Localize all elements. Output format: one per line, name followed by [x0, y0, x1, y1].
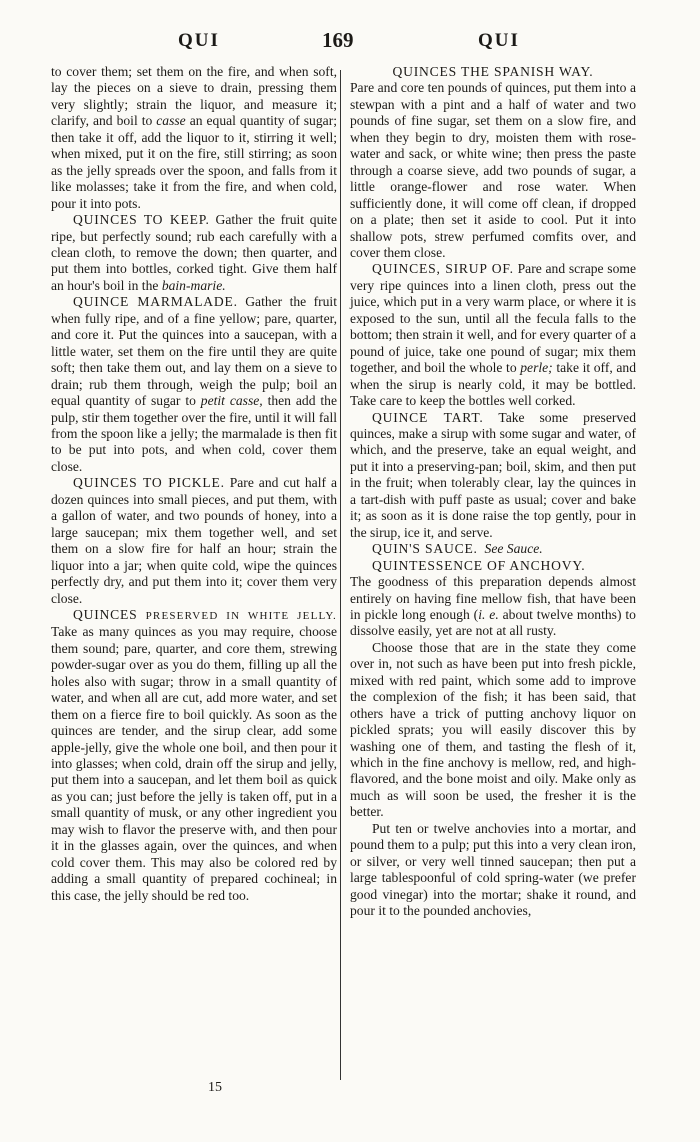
- entry-body: Take as many quinces as you may require, choose them sound; pare, quarter, and core them, strewing powder-sugar over as you do them, filling up all the holes also with sugar; throw in a small quantity of water, and when all are cut, add more water, and set them on a fierce fire to boil quickly. As soon as the quinces are tender, and the sirup clear, add some apple-jelly, give the whole one boil, and then pour it into glasses; when cold, drain off the sirup and jelly, put them into a saucepan, and let them boil as quick as you can; just before the jelly is taken off, put in a small quantity of musk, or any other ingredient you may wish to flavor the preserve with, and then pour it in the glasses again, over the quinces, and when cold cover them. This may also be colored red by adding a small quantity of prepared cochineal; in this case, the jelly should be red too.: [51, 624, 337, 903]
- entry-quince-marmalade: [51, 294, 337, 475]
- entry-body: Gather the fruit quite ripe, but perfectly sound; rub each carefully with a clean cloth, to remove the down; then quarter, and put them into bottles, corked tight. Give them half an hour's boil in the: [51, 212, 337, 293]
- entry-heading: QUINCE TART.: [372, 409, 484, 425]
- entry-heading: QUINTESSENCE OF ANCHOVY.: [372, 557, 586, 573]
- entry-body: Gather the fruit when fully ripe, and of a fine yellow; pare, quarter, and core it. Put the quinces into a saucepan, with a little water, set them on the fire until they are quite soft; then take them out, and lay them on a sieve to drain; rub them through, weigh the pulp; boil an equal quantity of sugar to: [51, 294, 337, 409]
- entry-heading: QUINCES, SIRUP OF.: [372, 261, 514, 277]
- entry-heading: QUINCES TO KEEP.: [73, 212, 210, 228]
- continued-text-end: an equal quantity of sugar; then take it off, add the liquor to it, stirring it well; when mixed, put it on the fire, still stirring; as soon as the jelly spreads over the spoon, and falls from it like molasses; take it from the fire, and when cold, pour it into pots.: [51, 113, 337, 211]
- anchovy-paragraph-3: Put ten or twelve anchovies into a mortar, and pound them to a pulp; put this into a very clean iron, or silver, or very well tinned saucepan; then put a large tablespoonful of cold spring-water (we prefer good vinegar) into the mortar; shake it round, and pour it to the pounded anchovies,: [350, 820, 636, 919]
- entry-body-end: take it off, and when the sirup is nearly cold, it may be bottled. Take care to keep the bottles well corked.: [350, 360, 636, 409]
- column-rule: [340, 70, 341, 1080]
- entry-quince-tart: [350, 410, 636, 542]
- entry-heading: QUIN'S SAUCE.: [372, 541, 478, 557]
- anchovy-paragraph-2: Choose those that are in the state they come over in, not such as have been put into fresh pickle, mixed with red paint, which some add to improve the complexion of the fish; it has been said, that others have a trick of putting anchovy liquor on pickled sprats; you will easily discover this by washing one of them, and tasting the flesh of it, which in the fine anchovy is mellow, red, and high-flavored, and the bone moist and oily. Make only as much as will soon be used, the fresher it is the better.: [350, 639, 636, 820]
- paragraph-text-end: about twelve months) to dissolve easily, yet are not at all rusty.: [350, 606, 636, 639]
- entry-body: Pare and scrape some very ripe quinces into a linen cloth, press out the juice, which put in a very warm place, or where it is exposed to the sun, until all the fecula falls to the bottom; then strain it well, and for every quarter of a pound of juice, take one pound of sugar; mix them together, and boil the whole to: [350, 261, 636, 376]
- entry-heading: QUINCES: [73, 606, 146, 622]
- entry-term: perle;: [520, 360, 553, 376]
- running-head: [0, 30, 700, 58]
- entry-quinces-to-pickle: [51, 475, 337, 607]
- entry-body: Pare and cut half a dozen quinces into small pieces, and put them, with a gallon of water, and two pounds of honey, into a large saucepan; mix them together well, and set them on a slow fire for half an hour; strain the liquor into a jar; when quite cold, wipe the quinces perfectly dry, and put them into it; cover them very close.: [51, 475, 337, 606]
- entry-quintessence-anchovy: [350, 558, 636, 574]
- entry-body: Take some preserved quinces, make a sirup with some sugar and water, of which, and the preserve, take an equal weight, and put it into a preserving-pan; boil, skim, and then put in the fruit; when tolerably clear, lay the quinces in a tart-dish with puff paste as usual; cover and bake it; as soon as it is done raise the top gently, pour in the sirup, ice it, and serve.: [350, 409, 637, 540]
- entry-quinces-spanish-way: [350, 64, 636, 261]
- entry-quinces-preserved: [51, 607, 337, 904]
- entry-heading: QUINCES TO PICKLE.: [73, 475, 225, 491]
- continued-entry: [51, 64, 337, 212]
- continued-term: casse: [156, 113, 186, 129]
- running-head-left: QUI: [178, 30, 220, 51]
- cross-reference: See Sauce.: [484, 541, 543, 557]
- signature-mark: 15: [208, 1080, 222, 1095]
- entry-body-end: then add the pulp, stir them together over the fire, until it will fall from the spoon like a jelly; the marmalade is then fit to be put into pots, and when cold, cover them close.: [51, 393, 337, 474]
- entry-quins-sauce: [350, 541, 636, 557]
- entry-term: i. e.: [478, 606, 499, 622]
- continued-text: to cover them; set them on the fire, and when soft, lay the pieces on a sieve to drain, pressing them very slightly; strain the liquor, and measure it; clarify, and boil to: [51, 64, 337, 129]
- entry-heading: QUINCE MARMALADE.: [73, 294, 238, 310]
- right-column: [350, 64, 636, 920]
- entry-term: petit casse,: [200, 393, 263, 409]
- entry-quinces-to-keep: [51, 212, 337, 294]
- entry-term: bain-marie.: [161, 277, 226, 293]
- entry-heading-small: PRESERVED IN WHITE JELLY.: [145, 609, 337, 622]
- left-column: [51, 64, 337, 904]
- running-head-right: QUI: [478, 30, 520, 51]
- entry-quinces-sirup-of: [350, 261, 636, 409]
- page-number: 169: [322, 28, 354, 52]
- anchovy-paragraph-1: [350, 574, 636, 640]
- paragraph-text: The goodness of this preparation depends almost entirely on having fine mellow fish, that have been in pickle long enough (: [350, 574, 636, 622]
- entry-body: Pare and core ten pounds of quinces, put them into a stewpan with a pint and a half of water and two pounds of fine sugar, set them on a slow fire, and when they begin to dry, moisten them with rose-water and sack, or white wine; then press the paste through a coarse sieve, add two pounds of sugar, a little orange-flower and rose water. When sufficiently done, it will come off clean, if dropped on a plate; then set it aside to cool. Put it into shallow pots, strew perfumed comfits over, and cover them close.: [350, 80, 636, 260]
- entry-heading: QUINCES THE SPANISH WAY.: [392, 64, 594, 79]
